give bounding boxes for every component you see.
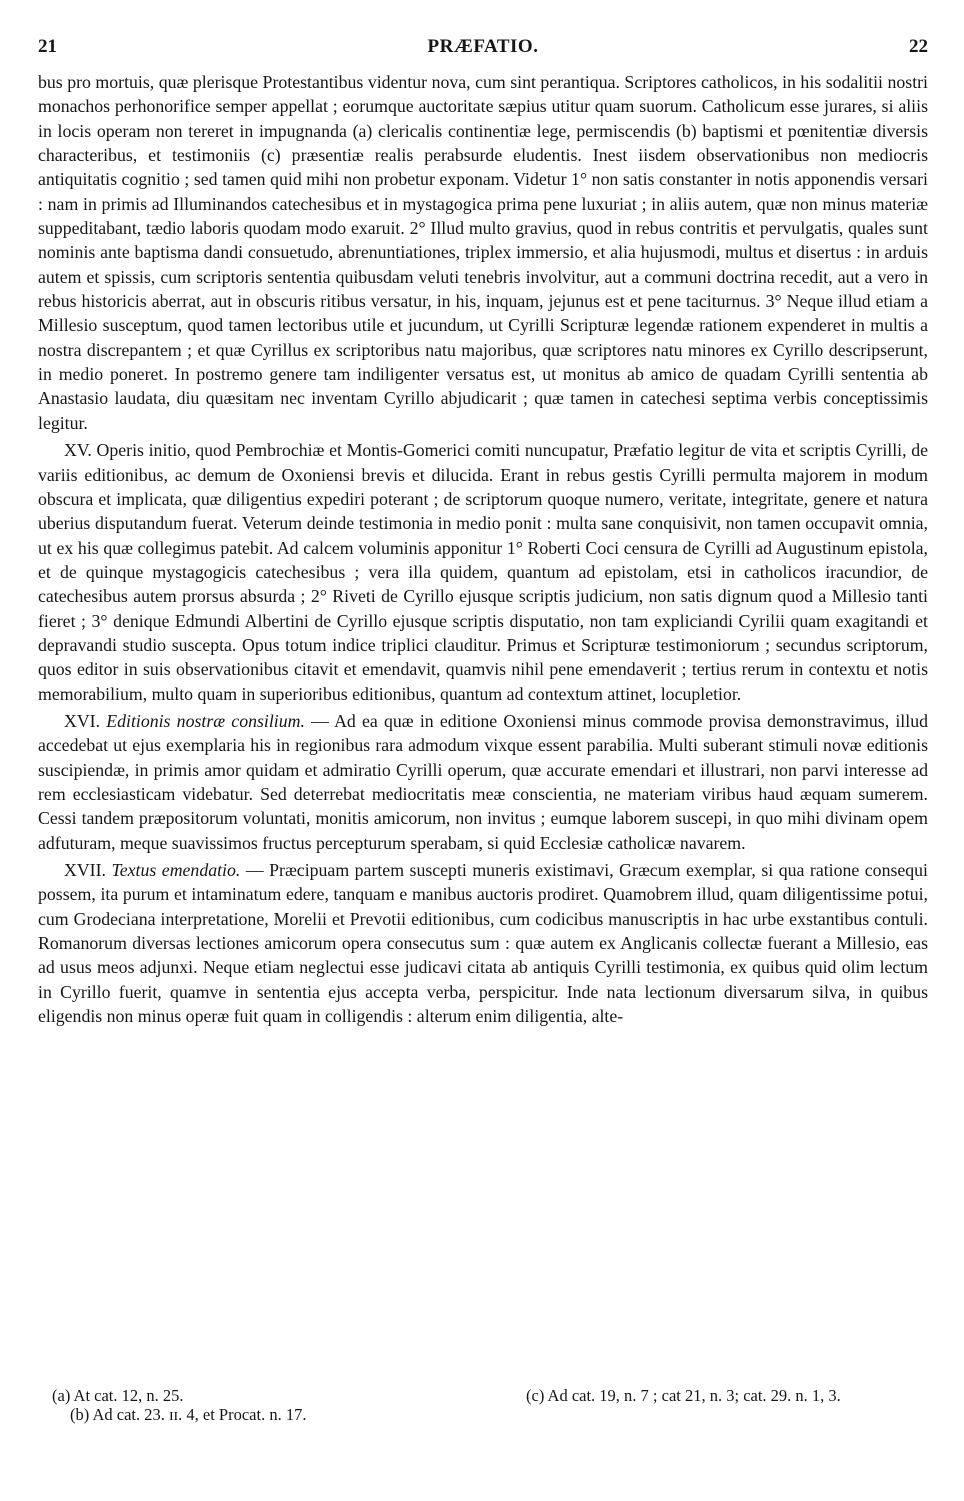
body-text (38, 70, 928, 1028)
section-title: Editionis nostræ consilium. (106, 710, 305, 731)
footnote-b: (b) Ad cat. 23. ɪɪ. 4, et Procat. n. 17. (70, 1405, 307, 1424)
section-number: XV. (64, 440, 92, 461)
section-title: Textus emendatio. (111, 860, 241, 880)
paragraph-continuation: bus pro mortuis, quæ plerisque Protestantibus videntur nova, cum sint perantiqua. Scriptores catholicos, in his sodalitii nostri monachos perhonorifice semper appellat ; eorumque auctoritate sæpius utitur quam suorum. Catholicum esse jurares, si aliis in locis operam non tereret in impugnanda (a) clericalis continentiæ lege, permiscendis (b) baptismi et pœnitentiæ diversis characteribus, et testimoniis (c) præsentiæ realis perabsurde eludentis. Inest iisdem observationibus non mediocris antiquitatis cognitio ; sed tamen quid mihi non probetur exponam. Videtur 1° non satis constanter in notis apponendis versari : nam in primis ad Illuminandos catechesibus et in mystagogica prima pene luxuriat ; in aliis autem, quæ non minus materiæ suppeditabant, tædio laboris quodam modo exaruit. 2° Illud multo gravius, quod in rebus contritis et pervulgatis, quales sunt nominis ante baptisma dandi consuetudo, abrenuntiationes, triplex immersio, et alia hujusmodi, multus et disertus : in arduis autem et spissis, cum scriptoris sententia quibusdam veluti tenebris involvitur, aut a communi doctrina recedit, aut a vero in rebus historicis aberrat, aut in obscuris ritibus versatur, in his, inquam, jejunus est et pene taciturnus. 3° Neque illud etiam a Millesio susceptum, quod tamen lectoribus utile et jucundum, ut Cyrilli Scripturæ legendæ rationem expenderet in multis a nostra discrepantem ; et quæ Cyrillus ex scriptoribus natu majoribus, quæ scriptores natu minores ex Cyrillo descripserunt, in medio poneret. In postremo genere tam indiligenter versatus est, ut monitus ab amico de quadam Cyrilli sententia ab Anastasio laudata, diu quæsitam nec inventam Cyrillo abjudicarit ; quæ tamen in catechesi septima verbis conceptissimis legitur. (38, 72, 928, 433)
page-number-left: 21 (38, 36, 57, 57)
section-xv (38, 438, 928, 706)
section-number: XVII. (64, 860, 106, 880)
footnotes-left-column (52, 1386, 482, 1424)
running-title: PRÆFATIO. (427, 36, 539, 57)
page-number-right: 22 (909, 36, 928, 57)
section-text: — Præcipuam partem suscepti muneris existimavi, Græcum exemplar, si qua ratione consequi possem, ita purum et intaminatum edere, tanquam e manibus auctoris prodiret. Quamobrem illud, quam diligentissime potui, cum Grodeciana interpretatione, Morelii et Prevotii editionibus, cum codicibus manuscriptis in hac urbe exstantibus contuli. Romanorum diversas lectiones amicorum opera consecutus sum : quæ autem ex Anglicanis collectæ fuerant a Millesio, eas ad usus meos adjunxi. Neque etiam neglectui esse judicavi citata ab antiquis Cyrilli testimonia, ex quibus quid olim lectum in Cyrillo fuerit, quamve in sententia ejus accepta verba, perspicitur. Inde nata lectionum diversarum silva, in quibus eligendis non minus operæ fuit quam in colligendis : alterum enim diligentia, alte- (38, 860, 928, 1027)
running-header (38, 30, 928, 60)
section-number: XVI. (64, 710, 101, 731)
footnote-c: (c) Ad cat. 19, n. 7 ; cat 21, n. 3; cat. 29. n. 1, 3. (526, 1386, 841, 1405)
section-xvi (38, 709, 928, 855)
footnotes-right-column (526, 1386, 928, 1405)
section-xvii (38, 858, 928, 1028)
footnote-a: (a) At cat. 12, n. 25. (52, 1386, 184, 1405)
section-text: Operis initio, quod Pembrochiæ et Montis-Gomerici comiti nuncupatur, Præfatio legitur de vita et scriptis Cyrilli, de variis editionibus, ac demum de Oxoniensi brevis et dilucida. Erant in rebus gestis Cyrilli permulta majorem in modum obscura et implicata, quæ diligentius expediri poterant ; de scriptorum quoque numero, veritate, integritate, genere et natura uberius disputandum fuerat. Veterum deinde testimonia in medio ponit : multa sane conquisivit, non tamen occupavit omnia, ut ex his quæ collegimus patebit. Ad calcem voluminis apponitur 1° Roberti Coci censura de Cyrilli ad Augustinum epistola, et de quinque mystagogicis catechesibus ; vera illa quidem, quantum ad epistolam, etsi in catholicos iracundior, de catechesibus autem prorsus absurda ; 2° Riveti de Cyrillo ejusque scriptis judicium, non satis dignum quod a Millesio tanti fieret ; 3° denique Edmundi Albertini de Cyrillo ejusque scriptis disputatio, non tam expliciandi Cyrilii quam exagitandi et depravandi studio suscepta. Opus totum indice triplici clauditur. Primus et Scripturæ testimoniorum ; secundus scriptorum, quos editor in suis observationibus citavit et emendavit, quamvis nihil pene emendaverit ; tertius rerum in contextu et notis memorabilium, multo quam in superioribus editionibus, quantum ad contextum attinet, locupletior. (38, 440, 928, 704)
section-text: — Ad ea quæ in editione Oxoniensi minus commode provisa demonstravimus, illud accedebat ut ejus exemplaria his in regionibus rara admodum vixque essent parabilia. Multi suberant stimuli novæ editionis suscipiendæ, in primis amor quidam et admiratio Cyrilli operum, quæ accurate emendari et illustrari, non parvi interesse ad rem ecclesiasticam videbatur. Sed deterrebat mediocritatis meæ conscientia, ne materiam viribus haud æquam sumerem. Cessi tandem præpositorum voluntati, monitis amicorum, non invitus ; eumque laborem suscepi, in quo mihi divinam opem adfuturam, meque suavissimos fructus percepturum sperabam, si quid Ecclesiæ catholicæ navarem. (38, 710, 928, 853)
